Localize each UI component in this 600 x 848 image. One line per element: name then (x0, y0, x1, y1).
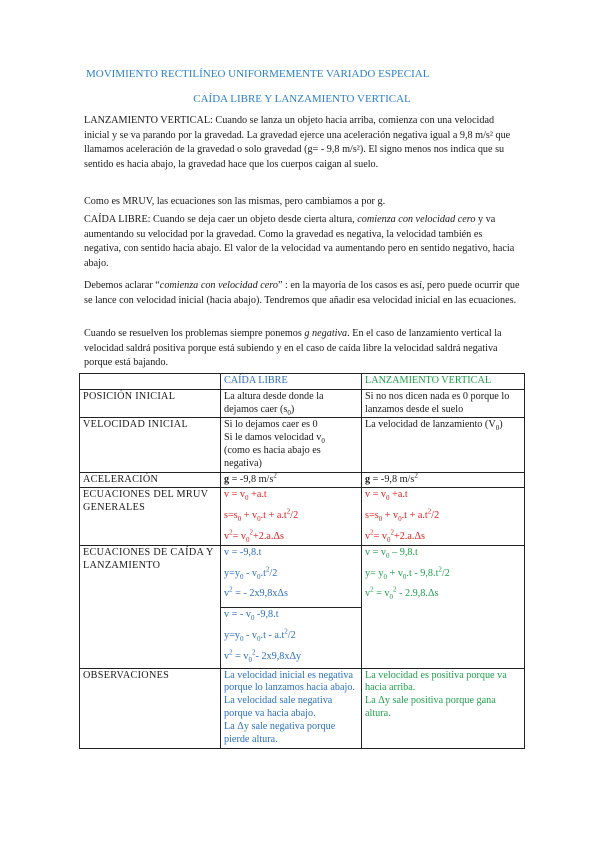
text-emphasis: g negativa (304, 328, 348, 339)
text-segment: ” : en la mayoría de los casos es así, pero puede ocurrir que se lance con velocidad inicial (hacia abajo). Tendremos que añadir esa velocidad inicial en las ecuaciones. (84, 280, 520, 306)
text-segment: . En el caso de lanzamiento vertical la velocidad saldrá positiva porque está subiendo y en el caso de caída libre la velocidad saldrá negativa porque está bajando. (84, 328, 502, 369)
equations-table (79, 373, 525, 749)
paragraph-resolver (84, 327, 520, 371)
table-row (80, 545, 525, 668)
document-subtitle: CAÍDA LIBRE Y LANZAMIENTO VERTICAL (193, 93, 411, 105)
cell-aceleracion-caida: g = -9,8 $m/s^2$ (221, 472, 362, 488)
cell-ecuaciones-caida: v = -9,8.t $y=y_0 - v_0.t^2/2$ $v^2$ = - 2x9,8xΔs v = - $v_0$ -9,8.t $y=y_0 - v_0.t - a.t^2/2$ $v^2 = v_0^2-$ 2x9,8xΔy (221, 545, 362, 668)
cell-observaciones-lanz: La velocidad es positiva porque va hacia arriba. La Δy sale positiva porque gana altura. (362, 668, 525, 749)
text-segment: y va aumentando su velocidad por la gravedad. Como la gravedad es negativa, la velocidad también es negativa, con sentido hacia abajo. El valor de la velocidad va aumentando pero en sentido negativo, hacia abajo. (84, 214, 515, 269)
table-row (80, 418, 525, 472)
paragraph-lanzamiento: LANZAMIENTO VERTICAL: Cuando se lanza un objeto hacia arriba, comienza con una velocidad inicial y se va parando por la gravedad. La gravedad ejerce una aceleración negativa igual a 9,8 m/s² que llamamos aceleración de la gravedad o solo gravedad (g= - 9,8 m/s²). El signo menos nos indica que su sentido es hacia abajo, la gravedad hace que los cuerpos caigan al suelo. (84, 115, 511, 170)
row-label-posicion: POSICIÓN INICIAL (80, 389, 221, 418)
table-cell-empty (80, 374, 221, 390)
row-label-observaciones: OBSERVACIONES (80, 668, 221, 749)
table-header-row (80, 374, 525, 390)
paragraph-caida (84, 213, 520, 271)
table-row (80, 668, 525, 749)
row-label-ecuaciones-generales: ECUACIONES DEL MRUV GENERALES (80, 488, 221, 545)
cell-velocidad-caida: Si lo dejamos caer es 0 Si le damos velocidad $v_0$ (como es hacia abajo es negativa) (221, 418, 362, 472)
cell-ecuaciones-generales: $v = v_0 +a.t$ $s=s_0 + v_0.t + a.t^2/2$ $v^2= v_0^2+2.a.\Delta s$ $v = v_0 +a.t$ $s=s_0 + v_0.t + a.t^2/2$ $v^2= v_0^2+2.a.\Delta s$ (221, 488, 525, 545)
cell-posicion-lanz: Si no nos dicen nada es 0 porque lo lanzamos desde el suelo (362, 389, 525, 418)
header-lanzamiento-vertical: LANZAMIENTO VERTICAL (362, 374, 525, 390)
table-row (80, 389, 525, 418)
header-caida-libre: CAÍDA LIBRE (221, 374, 362, 390)
cell-aceleracion-lanz: g = -9,8 $m/s^2$ (362, 472, 525, 488)
cell-velocidad-lanz: La velocidad de lanzamiento $(V_0)$ (362, 418, 525, 472)
row-label-aceleracion: ACELERACIÓN (80, 472, 221, 488)
text-segment: Cuando se resuelven los problemas siempre ponemos (84, 328, 305, 339)
cell-observaciones-caida: La velocidad inicial es negativa porque lo lanzamos hacia abajo. La velocidad sale negativa porque va hacia abajo. La Δy sale negativa porque pierde altura. (221, 668, 362, 749)
text-segment: CAÍDA LIBRE: Cuando se deja caer un objeto desde cierta altura, (84, 214, 358, 225)
table-row (80, 472, 525, 488)
text-segment: Debemos aclarar “ (84, 280, 160, 291)
paragraph-aclarar (84, 279, 520, 308)
cell-ecuaciones-lanz: $v = v_0 - 9,8.t$ $y= y_0 + v_0.t - 9,8.t^2/2$ $v^2 = v_0^2 - 2.9,8.\Delta s$ (362, 545, 525, 668)
row-label-velocidad: VELOCIDAD INICIAL (80, 418, 221, 472)
text-emphasis: comienza con velocidad cero (357, 214, 476, 225)
document-title: MOVIMIENTO RECTILÍNEO UNIFORMEMENTE VARIADO ESPECIAL (86, 68, 430, 80)
text-emphasis: comienza con velocidad cero (159, 280, 278, 291)
paragraph-mruv: Como es MRUV, las ecuaciones son las mismas, pero cambiamos a por g. (84, 196, 386, 207)
table-row (80, 488, 525, 545)
cell-posicion-caida: La altura desde donde la dejamos caer $(s_0)$ (221, 389, 362, 418)
row-label-ecuaciones-caida: ECUACIONES DE CAÍDA Y LANZAMIENTO (80, 545, 221, 668)
